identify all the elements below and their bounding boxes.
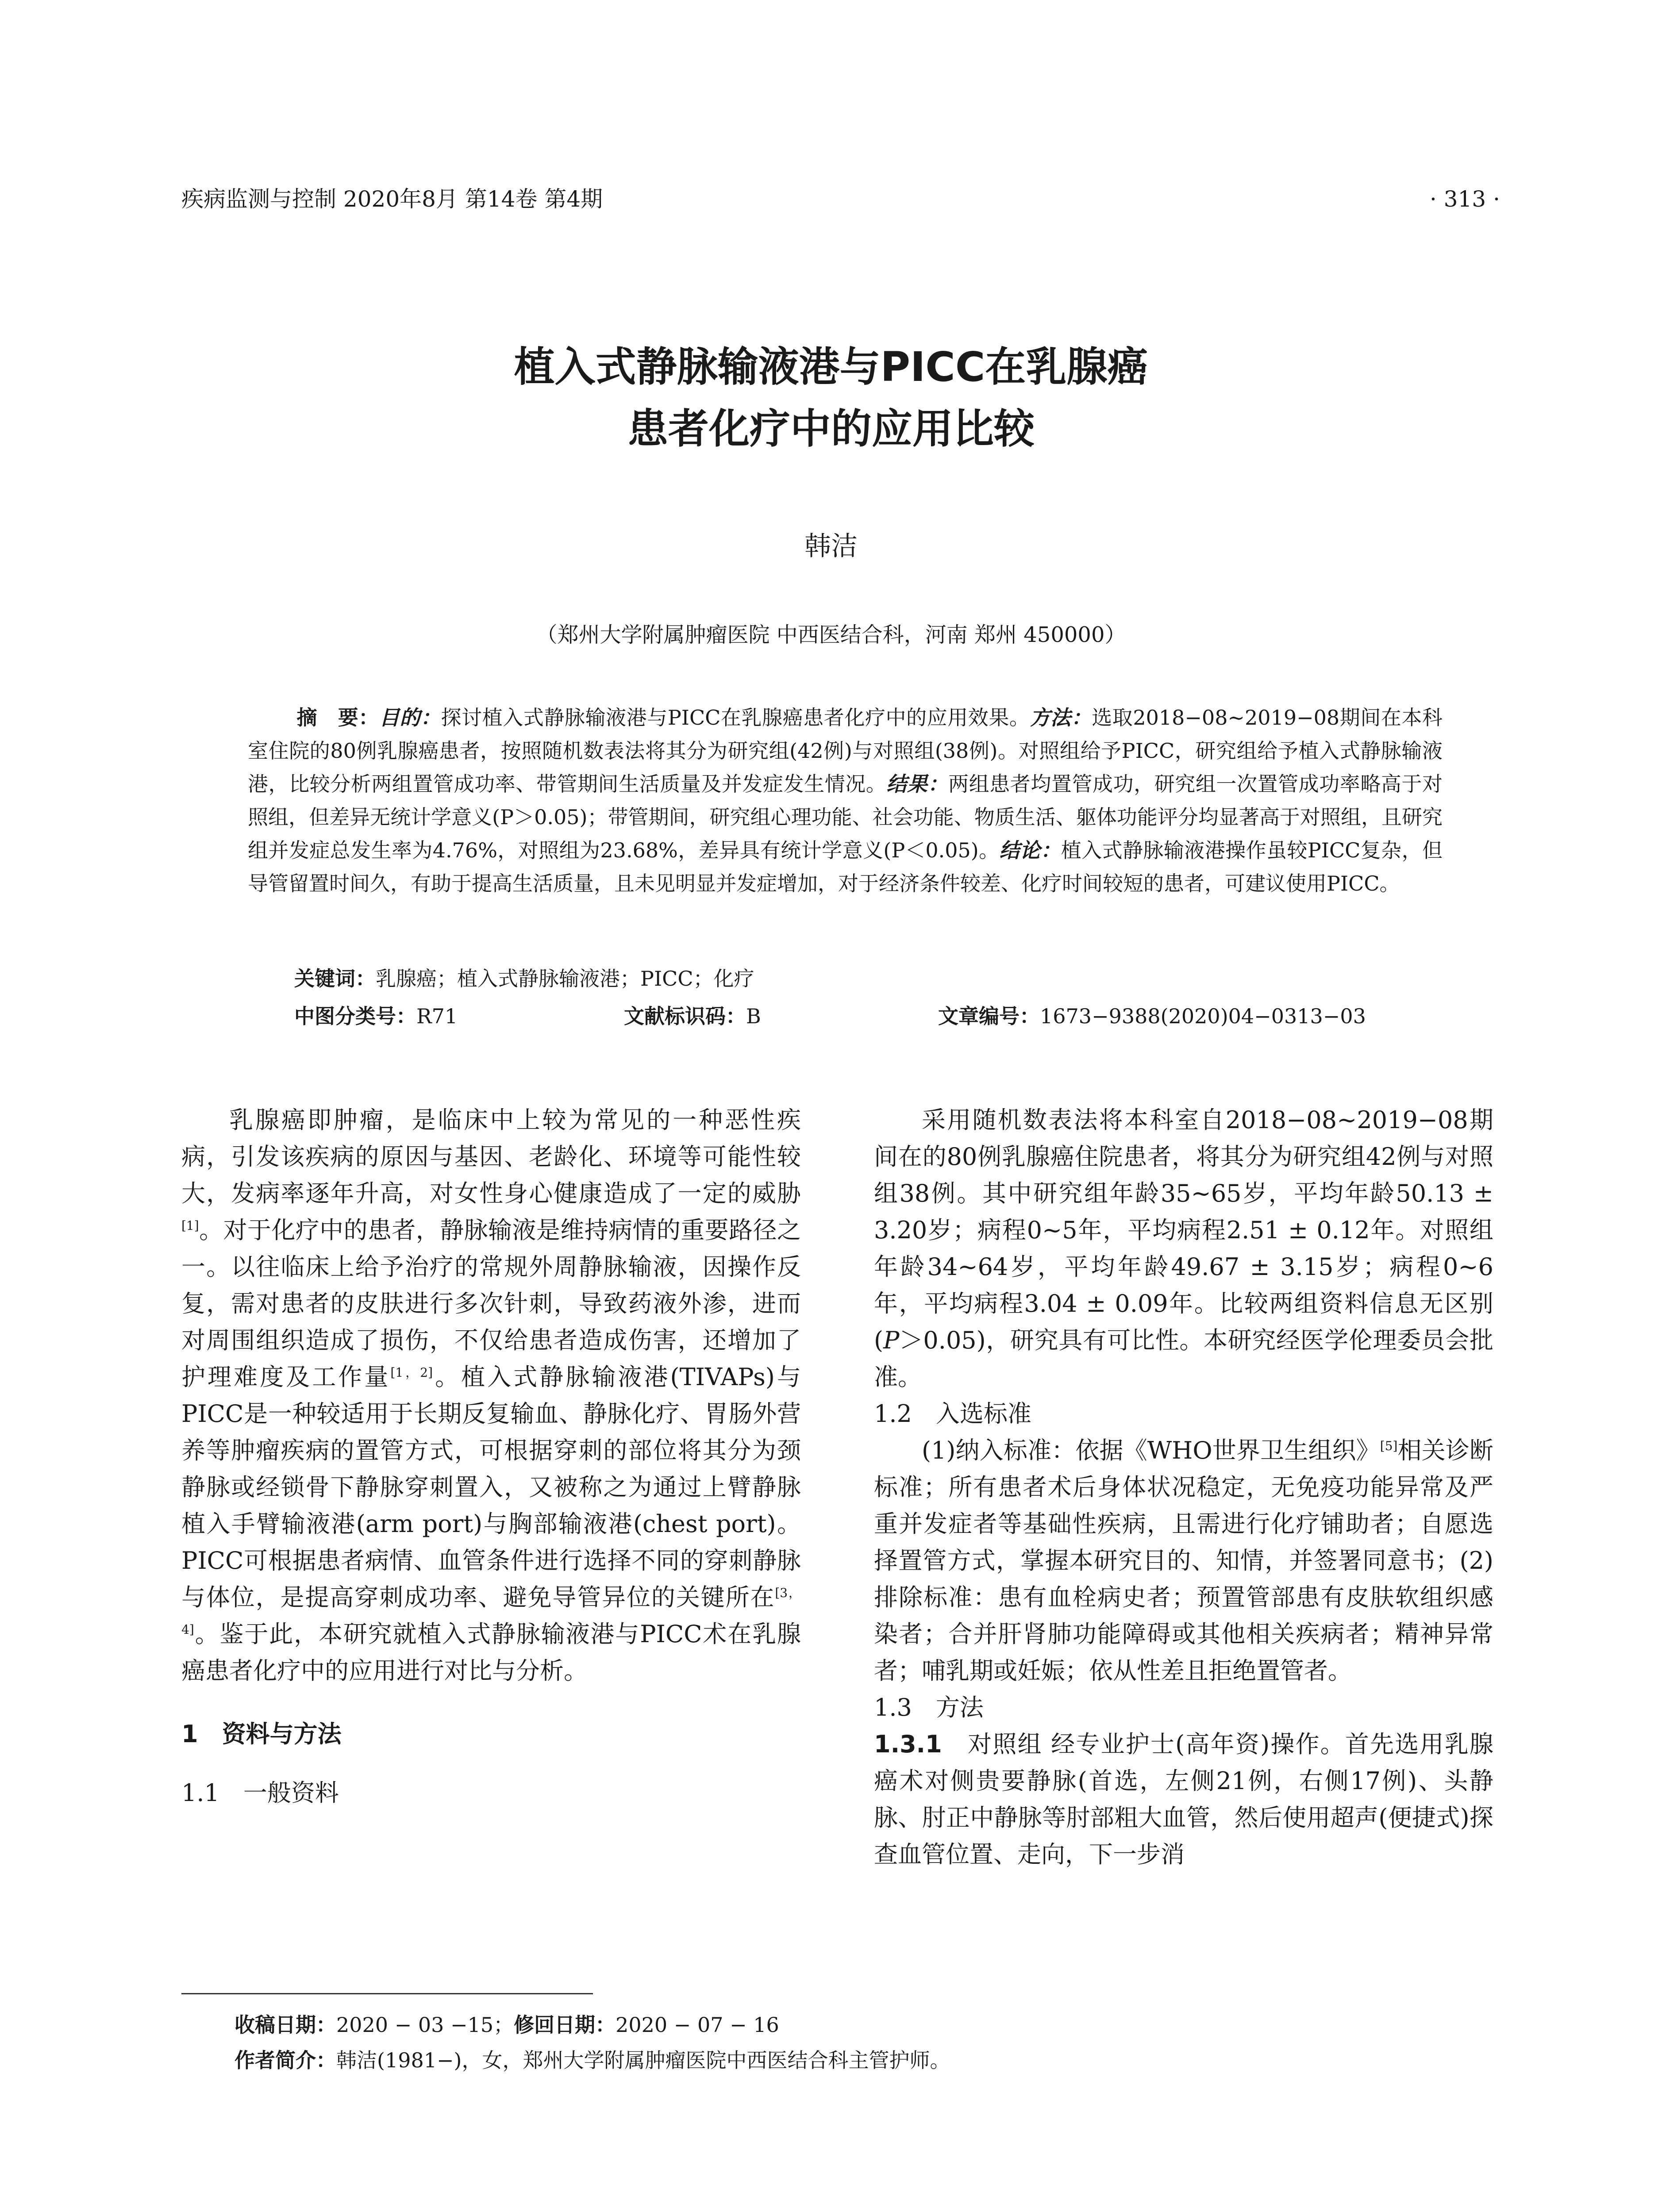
revised-date: 2020 − 07 − 16 [616, 2013, 779, 2037]
page-number: · 313 · [1429, 186, 1500, 212]
section-1-3-1-label: 1.3.1 [874, 1730, 942, 1758]
criteria-paragraph [874, 1432, 1493, 1689]
bio-label: 作者简介： [235, 2048, 336, 2072]
method-text: 对照组 经专业护士(高年资)操作。首先选用乳腺癌术对侧贵要静脉(首选，左侧21例，右侧17例)、头静脉、肘正中静脉等肘部粗大血管，然后使用超声(便捷式)探查血管位置、走向，下一步消 [874, 1730, 1493, 1868]
clc-value: R71 [416, 1004, 458, 1028]
section-1-1-heading: 1.1 一般资料 [181, 1779, 339, 1807]
criteria-text-a: (1)纳入标准：依据《WHO世界卫生组织》 [922, 1436, 1380, 1464]
method-paragraph [874, 1726, 1493, 1873]
results-text: 两组患者均置管成功，研究组一次置管成功率略高于对照组，但差异无统计学意义(P＞0.05)；带管期间，研究组心理功能、社会功能、物质生活、躯体功能评分均显著高于对照组，且研究组并发症总发生率为4.76%，对照组为23.68%，差异具有统计学意义(P＜0.05)。 [248, 772, 1443, 862]
abstract-label: 摘 要： [296, 706, 379, 730]
intro-text-b: 。对于化疗中的患者，静脉输液是维持病情的重要路径之一。以往临床上给予治疗的常规外周静脉输液，因操作反复，需对患者的皮肤进行多次针刺，导致药液外渗，进而对周围组织造成了损伤，不仅给患者造成伤害，还增加了护理难度及工作量 [181, 1216, 801, 1391]
right-column [874, 1102, 1493, 1873]
objective-label: 目的： [379, 706, 441, 730]
clc-number [294, 1000, 458, 1033]
keywords [294, 962, 1445, 995]
running-header [181, 177, 1500, 221]
affiliation: （郑州大学附属肿瘤医院 中西医结合科，河南 郑州 450000） [536, 622, 1126, 647]
section-1-3-heading: 1.3 方法 [874, 1694, 984, 1721]
section-1-2-heading: 1.2 入选标准 [874, 1400, 1031, 1428]
p-symbol: P [883, 1326, 900, 1354]
footnote-rule [181, 1993, 593, 1994]
section-1-heading: 1 资料与方法 [181, 1720, 342, 1748]
title-line-1: 植入式静脉输液港与PICC在乳腺癌 [514, 343, 1148, 391]
document-code [624, 1000, 761, 1033]
author-bio [235, 2044, 1562, 2077]
objective-text: 探讨植入式静脉输液港与PICC在乳腺癌患者化疗中的应用效果。 [441, 706, 1030, 730]
ref-1: [1] [181, 1218, 199, 1233]
criteria-text-b: 相关诊断标准；所有患者术后身体状况稳定，无免疫功能异常及严重并发症者等基础性疾病，且需进行化疗铺助者；自愿选择置管方式，掌握本研究目的、知情，并签署同意书；(2)排除标准：患有血栓病史者；预置管部患有皮肤软组织感染者；合并肝肾肺功能障碍或其他相关疾病者；精神异常者；哺乳期或妊娠；依从性差且拒绝置管者。 [874, 1436, 1494, 1685]
doc-value: B [746, 1004, 761, 1028]
title-line-2: 患者化疗中的应用比较 [627, 405, 1035, 453]
left-column [181, 1102, 801, 1811]
received-label: 收稿日期： [235, 2013, 336, 2037]
abstract [248, 701, 1443, 900]
bio-text: 韩洁(1981−)，女，郑州大学附属肿瘤医院中西医结合科主管护师。 [336, 2048, 950, 2072]
ref-2: [1，2] [390, 1365, 433, 1380]
author: 韩洁 [804, 531, 858, 562]
keywords-text: 乳腺癌；植入式静脉输液港；PICC；化疗 [376, 967, 754, 991]
received-dates [235, 2008, 1562, 2042]
keywords-label: 关键词： [294, 967, 376, 991]
clc-label: 中图分类号： [294, 1004, 416, 1028]
intro-text-a: 乳腺癌即肿瘤，是临床中上较为常见的一种恶性疾病，引发该疾病的原因与基因、老龄化、环境等可能性较大，发病率逐年升高，对女性身心健康造成了一定的威胁 [181, 1106, 801, 1207]
doc-label: 文献标识码： [624, 1004, 746, 1028]
intro-text-c: 。植入式静脉输液港(TIVAPs)与PICC是一种较适用于长期反复输血、静脉化疗、胃肠外营养等肿瘤疾病的置管方式，可根据穿刺的部位将其分为颈静脉或经锁骨下静脉穿刺置入，又被称之为通过上臂静脉植入手臂输液港(arm port)与胸部输液港(chest port)。PICC可根据患者病情、血管条件进行选择不同的穿刺静脉与体位，是提高穿刺成功率、避免导管异位的关键所在 [181, 1363, 801, 1611]
revised-label: 修回日期： [514, 2013, 616, 2037]
article-value: 1673−9388(2020)04−0313−03 [1040, 1004, 1366, 1028]
conclusion-label: 结论： [999, 838, 1061, 862]
general-info-text: 采用随机数表法将本科室自2018−08~2019−08期间在的80例乳腺癌住院患者，将其分为研究组42例与对照组38例。其中研究组年龄35~65岁，平均年龄50.13 ± 3.20岁；病程0~5年，平均病程2.51 ± 0.12年。对照组年龄34~64岁，平均年龄49.67 ± 3.15岁；病程0~6年，平均病程3.04 ± 0.09年。比较两组资料信息无区别( [874, 1106, 1493, 1354]
conclusion-text: 植入式静脉输液港操作虽较PICC复杂，但导管留置时间久，有助于提高生活质量，且未见明显并发症增加，对于经济条件较差、化疗时间较短的患者，可建议使用PICC。 [248, 838, 1443, 895]
intro-text-d: 。鉴于此，本研究就植入式静脉输液港与PICC术在乳腺癌患者化疗中的应用进行对比与分析。 [181, 1620, 801, 1685]
ref-3: [3，4] [181, 1586, 801, 1637]
general-info-tail: ＞0.05)，研究具有可比性。本研究经医学伦理委员会批准。 [874, 1326, 1493, 1391]
ref-5: [5] [1380, 1439, 1398, 1453]
journal-info: 疾病监测与控制 2020年8月 第14卷 第4期 [181, 186, 603, 212]
results-label: 结果： [886, 772, 949, 796]
article-number [938, 1000, 1366, 1033]
paper-title [0, 336, 1662, 460]
methods-label: 方法： [1030, 706, 1092, 730]
article-label: 文章编号： [938, 1004, 1040, 1028]
methods-text: 选取2018−08~2019−08期间在本科室住院的80例乳腺癌患者，按照随机数表法将其分为研究组(42例)与对照组(38例)。对照组给予PICC，研究组给予植入式静脉输液港，比较分析两组置管成功率、带管期间生活质量及并发症发生情况。 [248, 706, 1443, 796]
received-date: 2020 − 03 −15； [336, 2013, 514, 2037]
general-info-paragraph [874, 1102, 1493, 1395]
intro-paragraph [181, 1102, 801, 1689]
